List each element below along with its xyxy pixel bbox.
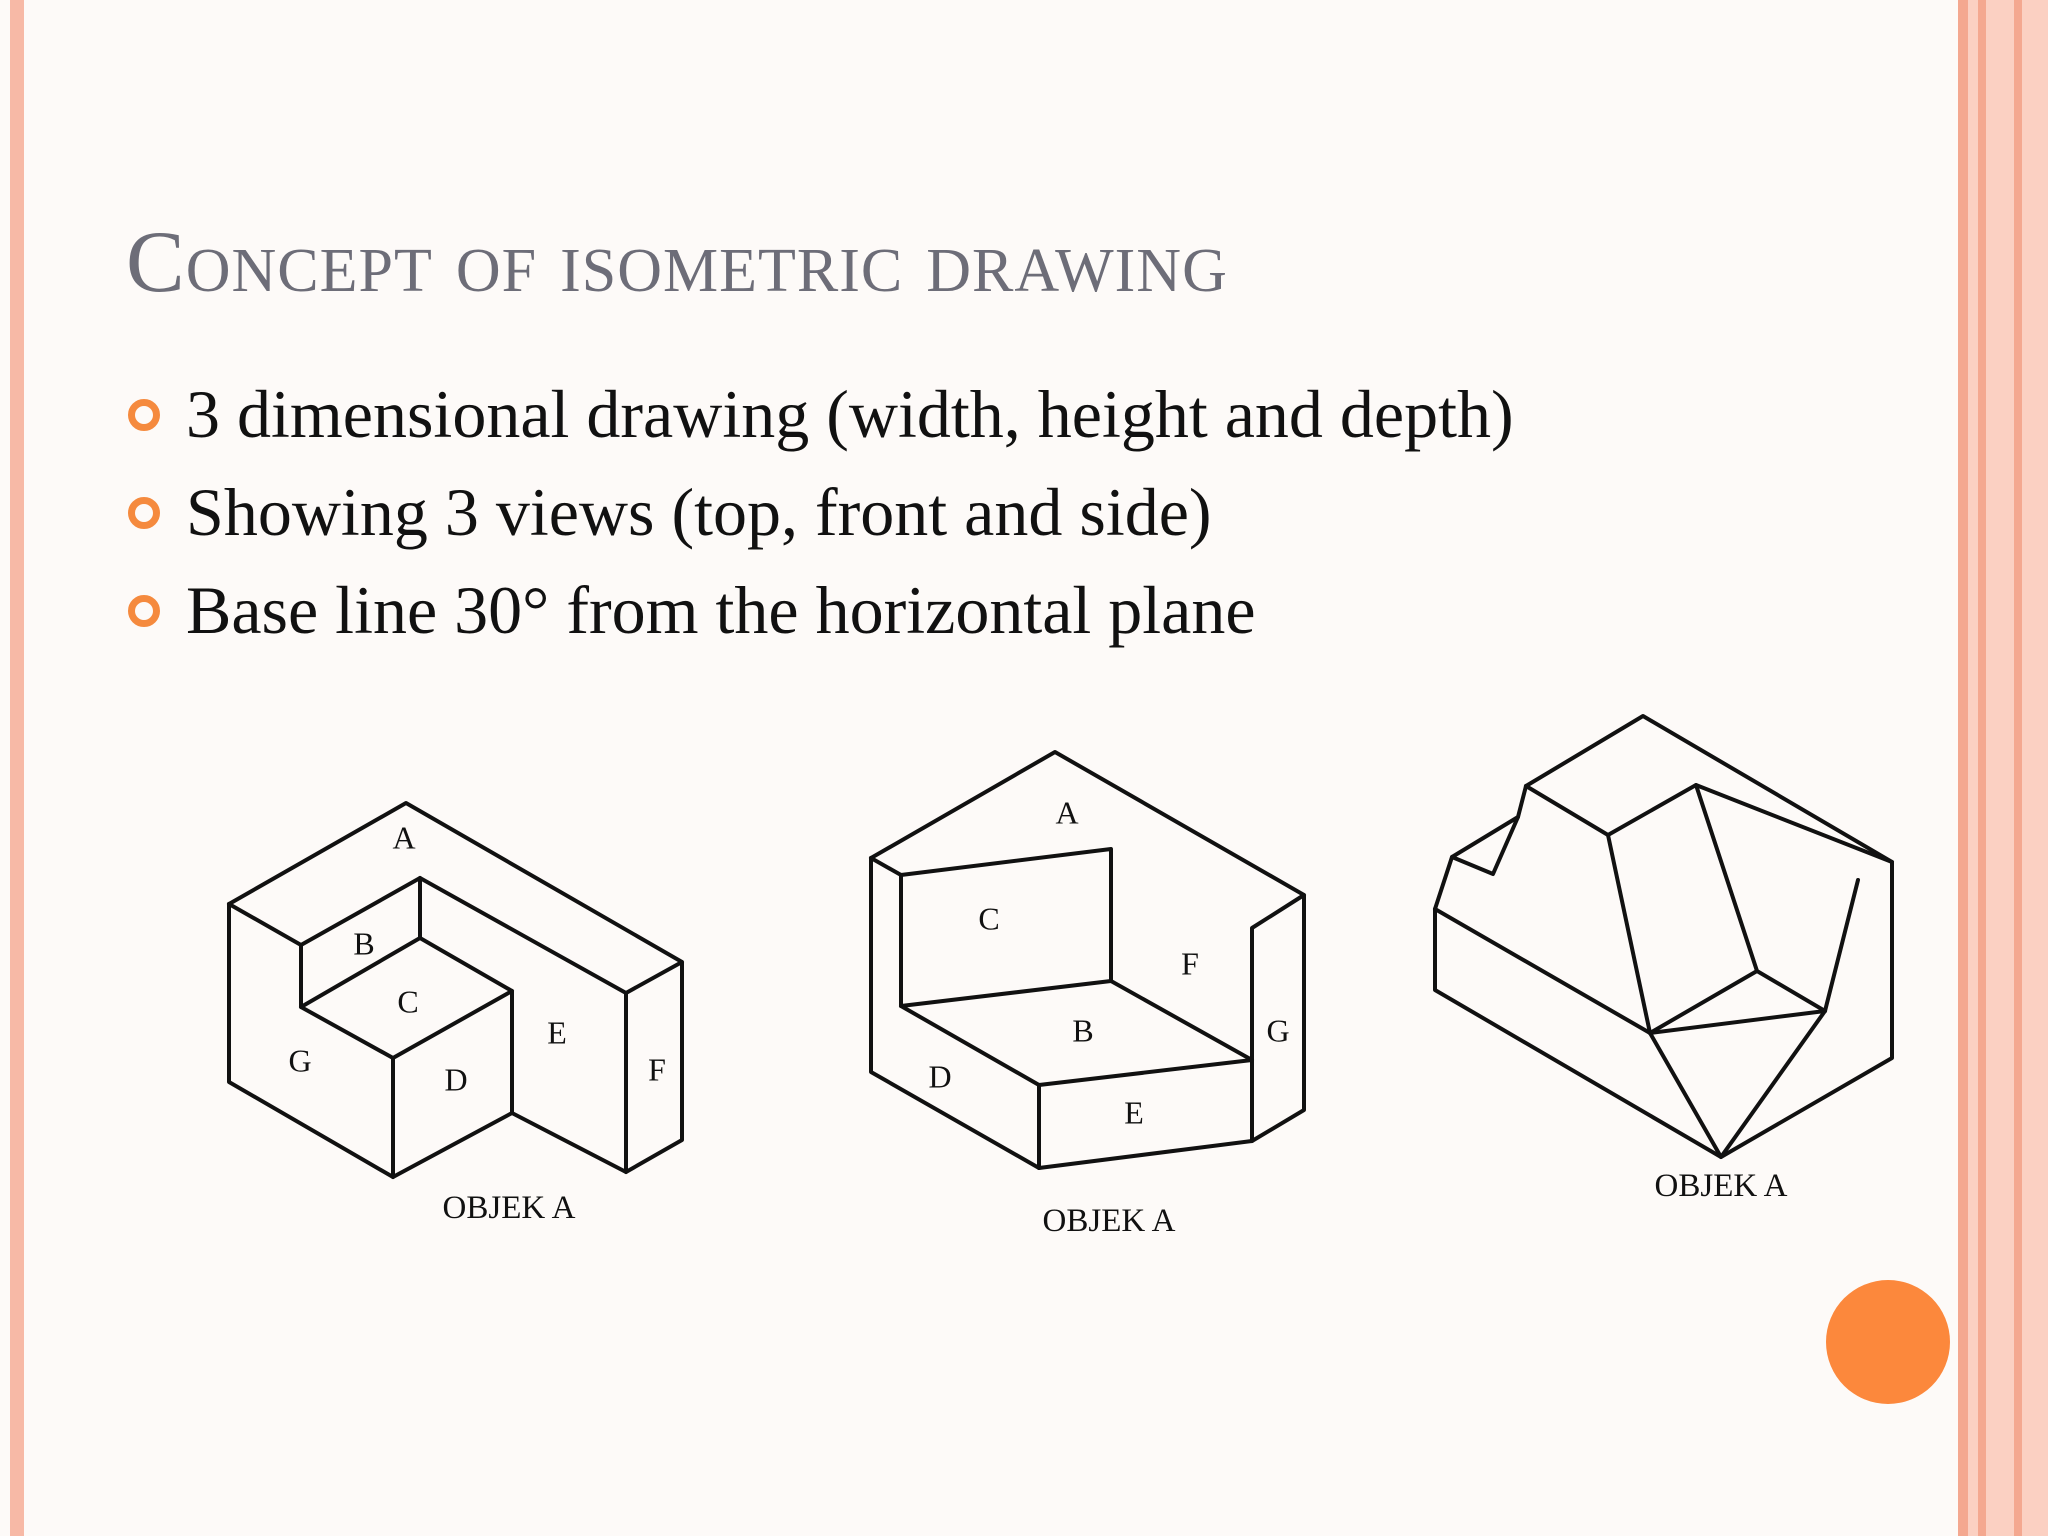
isometric-drawing-2 xyxy=(860,745,1320,1250)
bullet-circle-icon xyxy=(128,399,160,431)
right-decor-line xyxy=(2014,0,2022,1536)
face-label-b: B xyxy=(353,925,375,962)
slide-title: Concept of isometric drawing xyxy=(126,214,1228,311)
bullet-item xyxy=(126,365,1514,463)
bullet-circle-icon xyxy=(128,595,160,627)
bullet-text: Showing 3 views (top, front and side) xyxy=(186,473,1212,550)
bullet-list xyxy=(126,365,1514,659)
left-decor-stripe xyxy=(10,0,24,1536)
face-label-e: E xyxy=(1124,1094,1144,1131)
bullet-text: 3 dimensional drawing (width, height and depth) xyxy=(186,375,1514,452)
isometric-drawing-3-lines xyxy=(1420,700,1900,1210)
bullet-text: Base line 30° from the horizontal plane xyxy=(186,571,1256,648)
face-label-c: C xyxy=(397,983,419,1020)
face-label-c: C xyxy=(978,900,1000,937)
decorative-orange-circle xyxy=(1826,1280,1950,1404)
figure-caption: OBJEK A xyxy=(1042,1203,1176,1239)
isometric-drawing-3 xyxy=(1420,700,1900,1210)
face-label-f: F xyxy=(1181,945,1199,982)
face-label-g: G xyxy=(288,1042,312,1079)
face-label-g: G xyxy=(1266,1012,1290,1049)
bullet-item xyxy=(126,561,1514,659)
face-label-a: A xyxy=(392,819,416,856)
figure-caption: OBJEK A xyxy=(1654,1168,1788,1204)
isometric-drawing-1 xyxy=(220,790,700,1240)
right-decor-line xyxy=(1978,0,1986,1536)
figure-caption: OBJEK A xyxy=(442,1190,576,1226)
right-decor-band xyxy=(1960,0,2048,1536)
face-label-a: A xyxy=(1055,794,1079,831)
face-label-d: D xyxy=(444,1061,468,1098)
face-label-e: E xyxy=(547,1014,567,1051)
isometric-drawing-1-lines xyxy=(220,790,700,1240)
bullet-circle-icon xyxy=(128,497,160,529)
right-decor-line xyxy=(1958,0,1968,1536)
bullet-item xyxy=(126,463,1514,561)
isometric-drawing-2-lines xyxy=(860,745,1320,1250)
face-label-d: D xyxy=(928,1058,952,1095)
face-label-f: F xyxy=(648,1051,666,1088)
face-label-b: B xyxy=(1072,1012,1094,1049)
